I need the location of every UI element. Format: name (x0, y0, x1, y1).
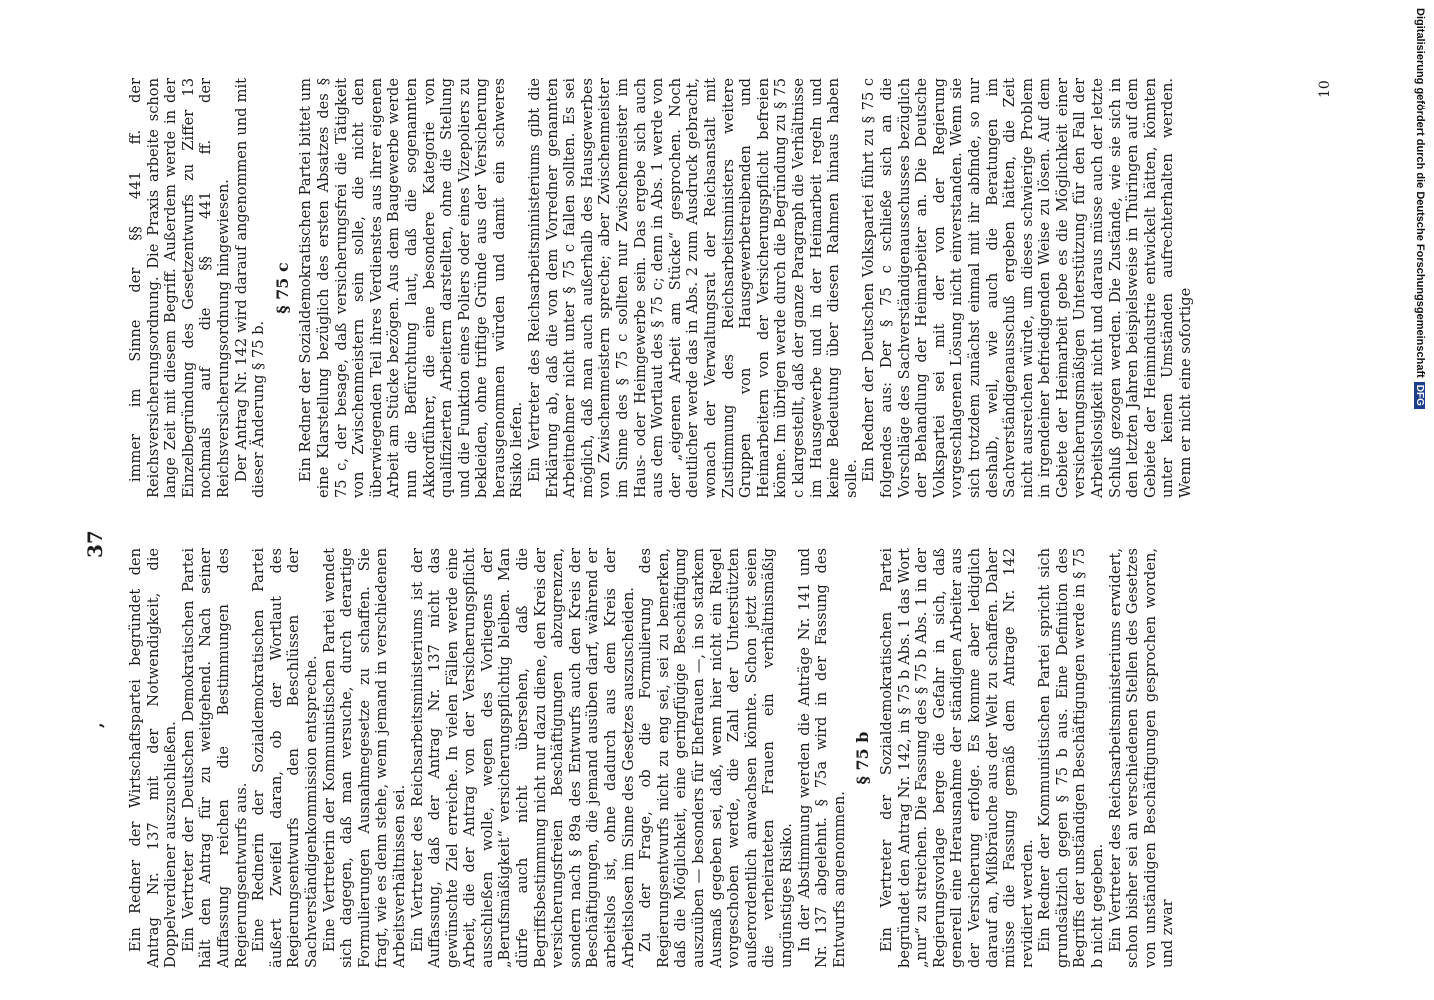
paragraph: Ein Vertreter des Reichsarbeitsministeriums erwidert, schon bisher sei an verschiedenen Stellen des Gesetzes von unständigen Beschäftigungen gesprochen worden, und zwar (1106, 548, 1177, 968)
paragraph: Eine Rednerin der Sozialdemokratischen Partei äußert Zweifel daran, ob der Wortlaut des Regierungsentwurfs den Beschlüssen der Sachverständigenkommission entspreche. (250, 548, 320, 968)
sidebar-text-row (1410, 8, 1430, 993)
dfg-logo: DFG (1415, 382, 1426, 409)
paragraph: Ein Vertreter der Deutschen Demokratischen Partei hält den Antrag für zu weitgehend. Nach seiner Auffassung reichen die Bestimmungen des Regierungsentwurfs aus. (179, 548, 250, 968)
paragraph: Eine Vertreterin der Kommunistischen Partei wendet sich dagegen, daß man versuche, durch derartige Formulierungen Ausnahmegesetze zu schaffen. Sie fragt, wie es denn stehe, wenn jemand in verschiedenen Arbeitsverhältnissen sei. (320, 548, 408, 968)
paragraph: Ein Vertreter der Sozialdemokratischen Partei begründet den Antrag Nr. 142, in § 75 b Abs. 1 das Wort „nur“ zu streichen. Die Fassung des § 75 b Abs. 1 in der Regierungsvorlage berge die Gefahr in sich, daß generell eine Herausnahme der ständigen Arbeiter aus der Versicherung erfolge. Es komme aber lediglich darauf an, Mißbräuche aus der Welt zu schaffen. Daher müsse die Fassung gemäß dem Antrage Nr. 142 revidiert werden. (877, 548, 1036, 968)
digitization-sidebar (1410, 8, 1430, 993)
paragraph: Ein Vertreter des Reichsarbeitsministeriums gibt die Erklärung ab, daß die von dem Vorredner genannten Arbeitnehmer nicht unter § 75 c fallen sollten. Es sei möglich, daß man auch außerhalb des Hausgewerbes von Zwischenmeistern spreche; aber Zwischenmeister im Sinne des § 75 c sollten nur Zwischenmeister im Haus- oder Heimgewerbe sein. Das ergebe sich auch aus dem Wortlaut des § 75 c; denn in Abs. 1 werde von der „eigenen Arbeit am Stücke“ gesprochen. Noch deutlicher werde das in Abs. 2 zum Ausdruck gebracht, wonach der Verwaltungsrat der Reichsanstalt mit Zustimmung des Reichsarbeitsministers weitere Gruppen von Hausgewerbetreibenden und Heimarbeitern von der Versicherungspflicht befreien könne. Im übrigen werde durch die Begründung zu § 75 c klargestellt, daß der ganze Paragraph die Verhältnisse im Hausgewerbe und in der Heimarbeit regeln und keine Bedeutung über diesen Rahmen hinaus haben solle. (526, 78, 860, 498)
left-text-column (127, 548, 1312, 968)
paragraph: Ein Redner der Kommunistischen Partei spricht sich grundsätzlich gegen § 75 b aus. Eine Definition des Begriffs der unständigen Beschäftigungen werde in § 75 b nicht gegeben. (1036, 548, 1107, 968)
page-number: 37 (83, 530, 107, 558)
section-heading: § 75 b (853, 731, 873, 785)
paragraph: Zu der Frage, ob die Formulierung des Regierungsentwurfs nicht zu eng sei, sei zu bemerken, daß die Möglichkeit, eine geringfügige Beschäftigung auszuüben — besonders für Ehefrauen —, in so starkem Ausmaß gegeben sei, daß, wenn hier nicht ein Riegel vorgeschoben werde, die Zahl der Unterstützten außerordentlich anwachsen könnte. Schon jetzt seien die verheirateten Frauen ein verhältnismäßig ungünstiges Risiko. (637, 548, 795, 968)
ink-mark: , (87, 722, 106, 728)
paragraph: Der Antrag Nr. 142 wird darauf angenommen und mit dieser Änderung § 75 b. (232, 78, 268, 498)
paragraph: Ein Redner der Sozialdemokratischen Partei bittet um eine Klarstellung bezüglich des ersten Absatzes des § 75 c, der besage, daß versicherungsfrei die Tätigkeit von Zwischenmeistern sein solle, die nicht den überwiegenden Teil ihres Verdienstes aus ihrer eigenen Arbeit am Stücke bezögen. Aus dem Baugewerbe werde nun die Befürchtung laut, daß die sogenannten Akkordführer, die eine besondere Kategorie von qualifizierten Arbeitern darstellten, ohne die Stellung und die Funktion eines Poliers oder eines Vizepoliers zu bekleiden, ohne triftige Gründe aus der Versicherung herausgenommen würden und damit ein schweres Risiko liefen. (297, 78, 526, 498)
rotated-page-content (83, 68, 1395, 968)
section-heading: § 75 c (272, 262, 292, 314)
paragraph: In der Abstimmung werden die Anträge Nr. 141 und Nr. 137 abgelehnt. § 75a wird in der Fassung des Entwurfs angenommen. (795, 548, 848, 968)
paragraph: immer im Sinne der §§ 441 ff. der Reichsversicherungsordnung. Die Praxis arbeite schon lange Zeit mit diesem Begriff. Außerdem werde in der Einzelbegründung des Gesetzentwurfs zu Ziffer 13 nochmals auf die §§ 441 ff. der Reichsversicherungsordnung hingewiesen. (127, 78, 232, 498)
right-text-column (127, 78, 1312, 498)
bottom-number: 10 (1317, 80, 1333, 98)
paragraph: Ein Redner der Wirtschaftspartei begründet den Antrag Nr. 137 mit der Notwendigkeit, die Doppelverdiener auszuschließen. (127, 548, 180, 968)
paragraph: Ein Vertreter des Reichsarbeitsministeriums ist der Auffassung, daß der Antrag Nr. 137 nicht das gewünschte Ziel erreiche. In vielen Fällen werde eine Arbeit, die der Antrag von der Versicherungspflicht ausschließen wolle, wegen des Vorliegens der „Berufsmäßigkeit“ versicherungspflichtig bleiben. Man dürfe auch nicht übersehen, daß die Begriffsbestimmung nicht nur dazu diene, den Kreis der versicherungsfreien Beschäftigungen abzugrenzen, sondern nach § 89a des Entwurfs auch den Kreis der Beschäftigungen, die jemand ausüben darf, während er arbeitslos ist, ohne dadurch aus dem Kreis der Arbeitslosen im Sinne des Gesetzes auszuscheiden. (408, 548, 637, 968)
paragraph: Ein Redner der Deutschen Volkspartei führt zu § 75 c folgendes aus: Der § 75 c schließe sich an die Vorschläge des Sachverständigenausschusses bezüglich der Behandlung der Heimarbeiter an. Die Deutsche Volkspartei sei mit der von der Regierung vorgeschlagenen Lösung nicht einverstanden. Wenn sie sich trotzdem zunächst einmal mit ihr abfinde, so nur deshalb, weil, wie auch die Beratungen im Sachverständigenausschuß ergeben hätten, die Zeit nicht ausreichen würde, um dieses schwierige Problem in irgendeiner befriedigenden Weise zu lösen. Auf dem Gebiete der Heimarbeit gebe es die Möglichkeit einer versicherungsmäßigen Unterstützung für den Fall der Arbeitslosigkeit nicht und daraus müsse auch der letzte Schluß gezogen werden. Die Zustände, wie sie sich in den letzten Jahren beispielsweise in Thüringen auf dem Gebiete der Heimindustrie entwickelt hätten, könnten unter keinen Umständen aufrechterhalten werden. Wenn er nicht eine sofortige (860, 78, 1195, 498)
sidebar-credit: Digitalisierung gefördert durch die Deutsche Forschungsgemeinschaft (1414, 8, 1426, 378)
